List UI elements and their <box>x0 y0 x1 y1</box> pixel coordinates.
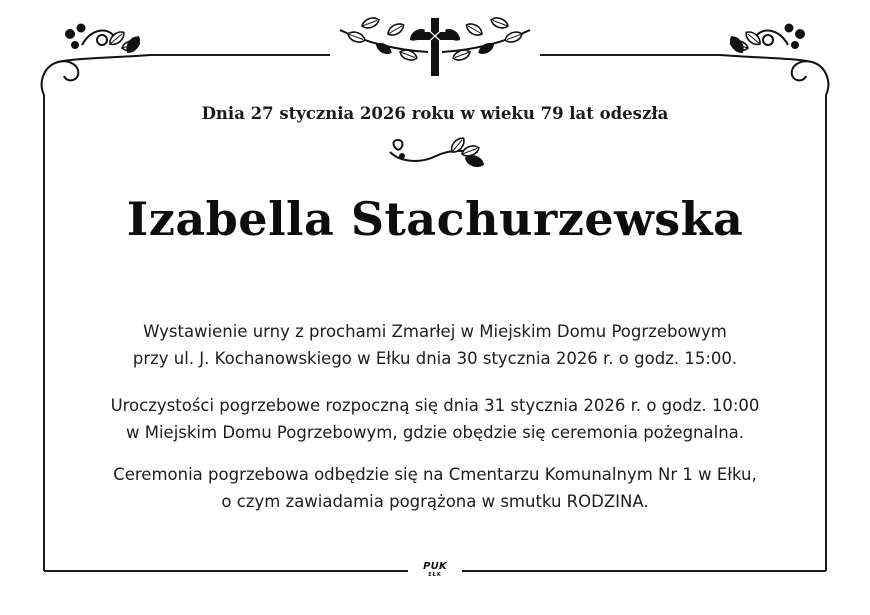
paragraph-line: o czym zawiadamia pogrążona w smutku RODZINA. <box>221 492 649 511</box>
puk-logo <box>410 562 460 578</box>
paragraph-line: Wystawienie urny z prochami Zmarłej w Miejskim Domu Pogrzebowym <box>143 322 727 341</box>
olive-sprig-divider-icon <box>390 135 484 168</box>
ceremony-paragraph <box>0 392 870 446</box>
right-corner-ornament-icon <box>720 25 828 96</box>
logo-line-1: PUK <box>423 561 447 572</box>
intro-line: Dnia 27 stycznia 2026 roku w wieku 79 lat odeszła <box>201 104 669 123</box>
left-corner-ornament-icon <box>42 25 150 96</box>
deceased-name: Izabella Stachurzewska <box>126 192 744 246</box>
viewing-paragraph <box>0 318 870 372</box>
cross-with-olive-branches-icon <box>340 16 530 76</box>
burial-paragraph <box>0 461 870 515</box>
paragraph-line: Ceremonia pogrzebowa odbędzie się na Cmentarzu Komunalnym Nr 1 w Ełku, <box>113 465 757 484</box>
paragraph-line: Uroczystości pogrzebowe rozpoczną się dnia 31 stycznia 2026 r. o godz. 10:00 <box>110 396 760 415</box>
logo-line-2: EŁK <box>428 572 442 578</box>
paragraph-line: przy ul. J. Kochanowskiego w Ełku dnia 30 stycznia 2026 r. o godz. 15:00. <box>132 349 738 368</box>
paragraph-line: w Miejskim Domu Pogrzebowym, gdzie obędzie się ceremonia pożegnalna. <box>125 423 745 442</box>
